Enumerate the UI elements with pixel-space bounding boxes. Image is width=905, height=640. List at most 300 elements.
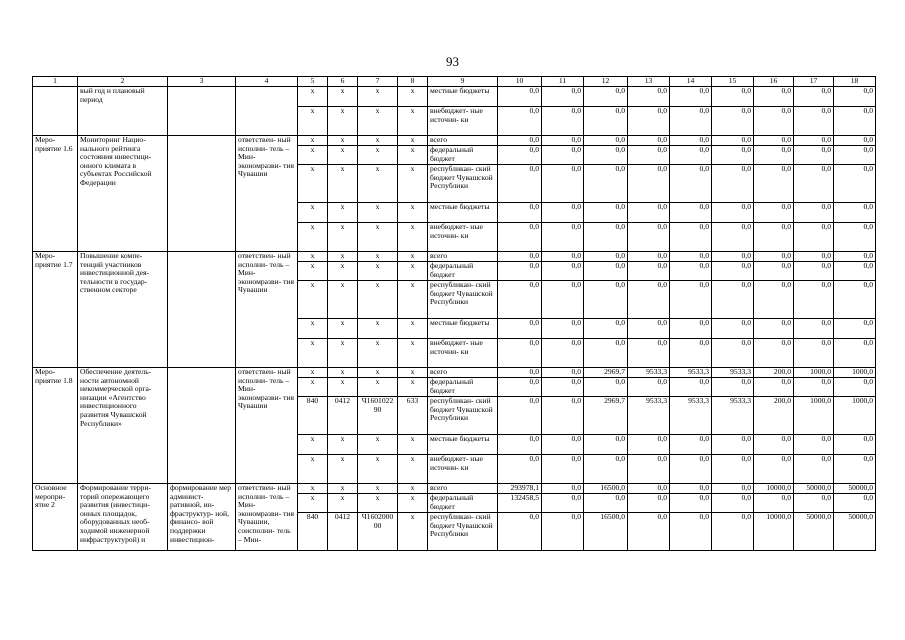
table-row (33, 368, 876, 378)
amount-cell: 0,0 (754, 435, 794, 455)
amount-cell: 0,0 (670, 107, 712, 136)
section-code-cell: x (328, 339, 358, 368)
funding-source-cell: федеральный бюджет (428, 378, 498, 397)
amount-cell: 50000,0 (794, 513, 834, 551)
funding-source-cell: местные бюджеты (428, 87, 498, 107)
measure-name-cell (33, 87, 78, 136)
column-header: 1 (33, 77, 78, 87)
amount-cell: 0,0 (712, 339, 754, 368)
measure-title-cell: Обеспечение деятель- ности автономной некоммерческой орга- низации «Агентство инвестиционного развития Чувашской Республики» (78, 368, 168, 484)
column-header: 15 (712, 77, 754, 87)
amount-cell: 293978,1 (498, 484, 542, 494)
grbs-code-cell: x (298, 87, 328, 107)
amount-cell: 0,0 (584, 378, 628, 397)
amount-cell: 1000,0 (834, 368, 876, 378)
amount-cell: 0,0 (584, 435, 628, 455)
funding-source-cell: республикан- ский бюджет Чувашской Республики (428, 281, 498, 319)
target-code-cell: x (358, 136, 398, 146)
amount-cell: 0,0 (712, 435, 754, 455)
funding-source-cell: внебюджет- ные источни- ки (428, 223, 498, 252)
amount-cell: 9533,3 (712, 397, 754, 435)
grbs-code-cell: x (298, 203, 328, 223)
target-code-cell: Ч1601022 90 (358, 397, 398, 435)
amount-cell: 0,0 (628, 339, 670, 368)
amount-cell: 0,0 (498, 513, 542, 551)
page-number: 93 (446, 54, 459, 69)
amount-cell: 0,0 (628, 223, 670, 252)
measure-name-cell: Меро- приятие 1.8 (33, 368, 78, 484)
amount-cell: 0,0 (670, 165, 712, 203)
executor-cell: ответствен- ный исполни- тель – Мин- экономразви- тия Чувашии (236, 136, 298, 252)
amount-cell: 10000,0 (754, 513, 794, 551)
column-header: 6 (328, 77, 358, 87)
funding-source-cell: федеральный бюджет (428, 494, 498, 513)
grbs-code-cell: x (298, 146, 328, 165)
amount-cell: 0,0 (834, 252, 876, 262)
grbs-code-cell: x (298, 339, 328, 368)
measure-title-cell: Повышение компе- тенций участников инвестиционной дея- тельности в государ- ственном секторе (78, 252, 168, 368)
column-header: 13 (628, 77, 670, 87)
column-header: 5 (298, 77, 328, 87)
grbs-code-cell: x (298, 368, 328, 378)
amount-cell: 0,0 (670, 87, 712, 107)
expense-type-cell: x (398, 368, 428, 378)
measure-goal-cell (168, 252, 236, 368)
amount-cell: 2969,7 (584, 368, 628, 378)
amount-cell: 0,0 (794, 136, 834, 146)
amount-cell: 0,0 (712, 494, 754, 513)
amount-cell: 0,0 (712, 136, 754, 146)
amount-cell: 0,0 (498, 203, 542, 223)
amount-cell: 0,0 (712, 484, 754, 494)
amount-cell: 200,0 (754, 368, 794, 378)
measure-goal-cell: формирование мер админист- ративной, ин- фраструктур- ной, финансо- вой поддержки инвестицион- (168, 484, 236, 551)
amount-cell: 9533,3 (670, 368, 712, 378)
table-row (33, 87, 876, 107)
amount-cell: 0,0 (628, 319, 670, 339)
grbs-code-cell: x (298, 378, 328, 397)
amount-cell: 0,0 (542, 319, 584, 339)
funding-source-cell: федеральный бюджет (428, 146, 498, 165)
amount-cell: 0,0 (794, 203, 834, 223)
amount-cell: 0,0 (754, 146, 794, 165)
amount-cell: 200,0 (754, 397, 794, 435)
target-code-cell: x (358, 319, 398, 339)
amount-cell: 0,0 (542, 368, 584, 378)
expense-type-cell: x (398, 203, 428, 223)
amount-cell: 0,0 (670, 378, 712, 397)
section-code-cell: x (328, 136, 358, 146)
measure-title-cell: Формирование терри- торий опережающего развития (инвестици- онных площадок, оборудованных необ- ходимой инженерной инфраструктурой) и (78, 484, 168, 551)
target-code-cell: x (358, 494, 398, 513)
amount-cell: 2969,7 (584, 397, 628, 435)
column-header: 7 (358, 77, 398, 87)
amount-cell: 9533,3 (712, 368, 754, 378)
target-code-cell: x (358, 339, 398, 368)
grbs-code-cell: x (298, 107, 328, 136)
grbs-code-cell: x (298, 262, 328, 281)
amount-cell: 0,0 (584, 455, 628, 484)
measure-title-cell: Мониторинг Нацио- нального рейтинга состояния инвестици- онного климата в субъектах Российской Федерации (78, 136, 168, 252)
amount-cell: 0,0 (584, 87, 628, 107)
amount-cell: 0,0 (628, 262, 670, 281)
target-code-cell: x (358, 87, 398, 107)
funding-source-cell: местные бюджеты (428, 435, 498, 455)
expense-type-cell: x (398, 136, 428, 146)
amount-cell: 0,0 (542, 484, 584, 494)
section-code-cell: x (328, 146, 358, 165)
amount-cell: 0,0 (542, 513, 584, 551)
section-code-cell: x (328, 223, 358, 252)
amount-cell: 0,0 (584, 146, 628, 165)
amount-cell: 0,0 (542, 252, 584, 262)
amount-cell: 0,0 (794, 378, 834, 397)
amount-cell: 0,0 (834, 203, 876, 223)
amount-cell: 50000,0 (794, 484, 834, 494)
amount-cell: 1000,0 (794, 368, 834, 378)
amount-cell: 0,0 (498, 339, 542, 368)
amount-cell: 0,0 (542, 281, 584, 319)
amount-cell: 0,0 (670, 223, 712, 252)
grbs-code-cell: x (298, 136, 328, 146)
amount-cell: 0,0 (670, 136, 712, 146)
amount-cell: 0,0 (794, 339, 834, 368)
expense-type-cell: 633 (398, 397, 428, 435)
amount-cell: 0,0 (670, 435, 712, 455)
amount-cell: 0,0 (834, 319, 876, 339)
amount-cell: 0,0 (754, 165, 794, 203)
amount-cell: 0,0 (584, 165, 628, 203)
table-row (33, 252, 876, 262)
amount-cell: 0,0 (498, 223, 542, 252)
measure-name-cell: Меро- приятие 1.6 (33, 136, 78, 252)
amount-cell: 0,0 (834, 165, 876, 203)
expense-type-cell: x (398, 319, 428, 339)
amount-cell: 0,0 (584, 203, 628, 223)
amount-cell: 0,0 (834, 281, 876, 319)
amount-cell: 0,0 (834, 455, 876, 484)
grbs-code-cell: x (298, 223, 328, 252)
amount-cell: 0,0 (670, 513, 712, 551)
amount-cell: 0,0 (834, 136, 876, 146)
amount-cell: 0,0 (794, 281, 834, 319)
amount-cell: 0,0 (754, 378, 794, 397)
amount-cell: 0,0 (584, 339, 628, 368)
target-code-cell: x (358, 435, 398, 455)
amount-cell: 0,0 (712, 281, 754, 319)
amount-cell: 0,0 (584, 252, 628, 262)
amount-cell: 0,0 (754, 223, 794, 252)
amount-cell: 0,0 (498, 107, 542, 136)
expense-type-cell: x (398, 146, 428, 165)
funding-source-cell: республикан- ский бюджет Чувашской Республики (428, 397, 498, 435)
expense-type-cell: x (398, 455, 428, 484)
amount-cell: 0,0 (498, 368, 542, 378)
amount-cell: 0,0 (498, 136, 542, 146)
section-code-cell: x (328, 281, 358, 319)
grbs-code-cell: x (298, 252, 328, 262)
table-row (33, 136, 876, 146)
amount-cell: 0,0 (628, 146, 670, 165)
funding-source-cell: местные бюджеты (428, 203, 498, 223)
amount-cell: 0,0 (498, 435, 542, 455)
section-code-cell: x (328, 378, 358, 397)
amount-cell: 0,0 (542, 397, 584, 435)
amount-cell: 0,0 (794, 435, 834, 455)
amount-cell: 0,0 (670, 203, 712, 223)
measure-name-cell: Меро- приятие 1.7 (33, 252, 78, 368)
amount-cell: 0,0 (542, 203, 584, 223)
column-header: 18 (834, 77, 876, 87)
amount-cell: 0,0 (834, 435, 876, 455)
amount-cell: 0,0 (542, 165, 584, 203)
amount-cell: 0,0 (754, 281, 794, 319)
amount-cell: 0,0 (754, 455, 794, 484)
amount-cell: 0,0 (794, 146, 834, 165)
amount-cell: 132458,5 (498, 494, 542, 513)
expense-type-cell: x (398, 107, 428, 136)
amount-cell: 16500,0 (584, 513, 628, 551)
expense-type-cell: x (398, 252, 428, 262)
amount-cell: 0,0 (834, 107, 876, 136)
section-code-cell: 0412 (328, 513, 358, 551)
funding-source-cell: внебюджет- ные источни- ки (428, 107, 498, 136)
amount-cell: 16500,0 (584, 484, 628, 494)
amount-cell: 0,0 (542, 455, 584, 484)
amount-cell: 0,0 (628, 435, 670, 455)
expense-type-cell: x (398, 339, 428, 368)
section-code-cell: x (328, 252, 358, 262)
amount-cell: 0,0 (794, 165, 834, 203)
amount-cell: 0,0 (670, 146, 712, 165)
amount-cell: 0,0 (584, 494, 628, 513)
amount-cell: 0,0 (628, 136, 670, 146)
section-code-cell: x (328, 494, 358, 513)
amount-cell: 0,0 (794, 223, 834, 252)
amount-cell: 0,0 (628, 281, 670, 319)
funding-source-cell: всего (428, 136, 498, 146)
amount-cell: 0,0 (628, 513, 670, 551)
column-header: 9 (428, 77, 498, 87)
amount-cell: 0,0 (542, 107, 584, 136)
amount-cell: 0,0 (834, 146, 876, 165)
amount-cell: 0,0 (712, 146, 754, 165)
amount-cell: 0,0 (834, 87, 876, 107)
amount-cell: 0,0 (834, 378, 876, 397)
amount-cell: 0,0 (794, 107, 834, 136)
target-code-cell: Ч1602000 00 (358, 513, 398, 551)
funding-source-cell: республикан- ский бюджет Чувашской Республики (428, 513, 498, 551)
amount-cell: 1000,0 (834, 397, 876, 435)
amount-cell: 0,0 (754, 107, 794, 136)
expense-type-cell: x (398, 281, 428, 319)
expense-type-cell: x (398, 165, 428, 203)
section-code-cell: x (328, 319, 358, 339)
amount-cell: 50000,0 (834, 484, 876, 494)
table-header-row (33, 77, 876, 87)
amount-cell: 9533,3 (628, 368, 670, 378)
amount-cell: 0,0 (712, 455, 754, 484)
measure-name-cell: Основное меропри- ятие 2 (33, 484, 78, 551)
grbs-code-cell: x (298, 165, 328, 203)
target-code-cell: x (358, 252, 398, 262)
expense-type-cell: x (398, 87, 428, 107)
column-header: 2 (78, 77, 168, 87)
amount-cell: 0,0 (712, 107, 754, 136)
expense-type-cell: x (398, 513, 428, 551)
amount-cell: 0,0 (584, 281, 628, 319)
amount-cell: 0,0 (498, 146, 542, 165)
measure-goal-cell (168, 136, 236, 252)
funding-source-cell: внебюджет- ные источни- ки (428, 339, 498, 368)
grbs-code-cell: x (298, 455, 328, 484)
target-code-cell: x (358, 378, 398, 397)
amount-cell: 0,0 (712, 319, 754, 339)
amount-cell: 0,0 (628, 494, 670, 513)
amount-cell: 0,0 (794, 262, 834, 281)
amount-cell: 0,0 (670, 339, 712, 368)
funding-source-cell: местные бюджеты (428, 319, 498, 339)
section-code-cell: x (328, 107, 358, 136)
measure-goal-cell (168, 87, 236, 136)
amount-cell: 0,0 (498, 165, 542, 203)
amount-cell: 0,0 (498, 252, 542, 262)
grbs-code-cell: x (298, 494, 328, 513)
amount-cell: 0,0 (542, 136, 584, 146)
amount-cell: 0,0 (712, 203, 754, 223)
section-code-cell: x (328, 435, 358, 455)
amount-cell: 0,0 (834, 262, 876, 281)
amount-cell: 0,0 (542, 87, 584, 107)
amount-cell: 0,0 (754, 262, 794, 281)
section-code-cell: x (328, 455, 358, 484)
amount-cell: 0,0 (498, 262, 542, 281)
amount-cell: 0,0 (794, 87, 834, 107)
amount-cell: 0,0 (712, 252, 754, 262)
funding-source-cell: федеральный бюджет (428, 262, 498, 281)
target-code-cell: x (358, 455, 398, 484)
target-code-cell: x (358, 484, 398, 494)
amount-cell: 0,0 (542, 146, 584, 165)
amount-cell: 0,0 (754, 136, 794, 146)
amount-cell: 0,0 (542, 339, 584, 368)
executor-cell: ответствен- ный исполни- тель – Мин- экономразви- тия Чувашии (236, 252, 298, 368)
target-code-cell: x (358, 107, 398, 136)
amount-cell: 0,0 (584, 223, 628, 252)
expense-type-cell: x (398, 435, 428, 455)
amount-cell: 0,0 (628, 378, 670, 397)
column-header: 14 (670, 77, 712, 87)
amount-cell: 0,0 (628, 455, 670, 484)
expense-type-cell: x (398, 262, 428, 281)
amount-cell: 0,0 (712, 87, 754, 107)
amount-cell: 0,0 (670, 484, 712, 494)
target-code-cell: x (358, 262, 398, 281)
amount-cell: 0,0 (628, 87, 670, 107)
target-code-cell: x (358, 203, 398, 223)
executor-cell: ответствен- ный исполни- тель – Мин- экономразви- тия Чувашии, соисполни- тель – Мин- (236, 484, 298, 551)
amount-cell: 0,0 (712, 513, 754, 551)
target-code-cell: x (358, 146, 398, 165)
amount-cell: 0,0 (754, 339, 794, 368)
grbs-code-cell: x (298, 281, 328, 319)
amount-cell: 0,0 (754, 87, 794, 107)
amount-cell: 0,0 (754, 494, 794, 513)
amount-cell: 0,0 (498, 397, 542, 435)
funding-source-cell: всего (428, 252, 498, 262)
amount-cell: 0,0 (834, 223, 876, 252)
budget-table (32, 76, 876, 551)
amount-cell: 0,0 (498, 455, 542, 484)
amount-cell: 0,0 (754, 252, 794, 262)
amount-cell: 0,0 (794, 455, 834, 484)
measure-goal-cell (168, 368, 236, 484)
section-code-cell: x (328, 165, 358, 203)
funding-source-cell: республикан- ский бюджет Чувашской Республики (428, 165, 498, 203)
amount-cell: 0,0 (542, 494, 584, 513)
column-header: 10 (498, 77, 542, 87)
expense-type-cell: x (398, 378, 428, 397)
executor-cell (236, 87, 298, 136)
section-code-cell: x (328, 87, 358, 107)
amount-cell: 0,0 (498, 319, 542, 339)
amount-cell: 9533,3 (670, 397, 712, 435)
amount-cell: 0,0 (628, 107, 670, 136)
amount-cell: 0,0 (794, 252, 834, 262)
amount-cell: 0,0 (794, 319, 834, 339)
amount-cell: 0,0 (712, 223, 754, 252)
amount-cell: 9533,3 (628, 397, 670, 435)
amount-cell: 0,0 (834, 339, 876, 368)
expense-type-cell: x (398, 494, 428, 513)
funding-source-cell: внебюджет- ные источни- ки (428, 455, 498, 484)
grbs-code-cell: 840 (298, 397, 328, 435)
column-header: 12 (584, 77, 628, 87)
amount-cell: 0,0 (712, 165, 754, 203)
amount-cell: 0,0 (542, 262, 584, 281)
column-header: 4 (236, 77, 298, 87)
amount-cell: 0,0 (712, 378, 754, 397)
amount-cell: 0,0 (498, 281, 542, 319)
amount-cell: 0,0 (542, 435, 584, 455)
amount-cell: 10000,0 (754, 484, 794, 494)
amount-cell: 0,0 (794, 494, 834, 513)
amount-cell: 0,0 (712, 262, 754, 281)
column-header: 17 (794, 77, 834, 87)
funding-source-cell: всего (428, 484, 498, 494)
grbs-code-cell: 840 (298, 513, 328, 551)
column-header: 3 (168, 77, 236, 87)
expense-type-cell: x (398, 223, 428, 252)
amount-cell: 0,0 (670, 281, 712, 319)
amount-cell: 0,0 (754, 319, 794, 339)
amount-cell: 0,0 (498, 87, 542, 107)
amount-cell: 0,0 (584, 262, 628, 281)
amount-cell: 0,0 (584, 136, 628, 146)
amount-cell: 0,0 (670, 494, 712, 513)
grbs-code-cell: x (298, 484, 328, 494)
grbs-code-cell: x (298, 435, 328, 455)
amount-cell: 0,0 (628, 203, 670, 223)
amount-cell: 0,0 (628, 165, 670, 203)
table-row (33, 484, 876, 494)
amount-cell: 0,0 (670, 455, 712, 484)
amount-cell: 0,0 (542, 378, 584, 397)
amount-cell: 0,0 (542, 223, 584, 252)
amount-cell: 0,0 (670, 319, 712, 339)
section-code-cell: x (328, 484, 358, 494)
target-code-cell: x (358, 281, 398, 319)
